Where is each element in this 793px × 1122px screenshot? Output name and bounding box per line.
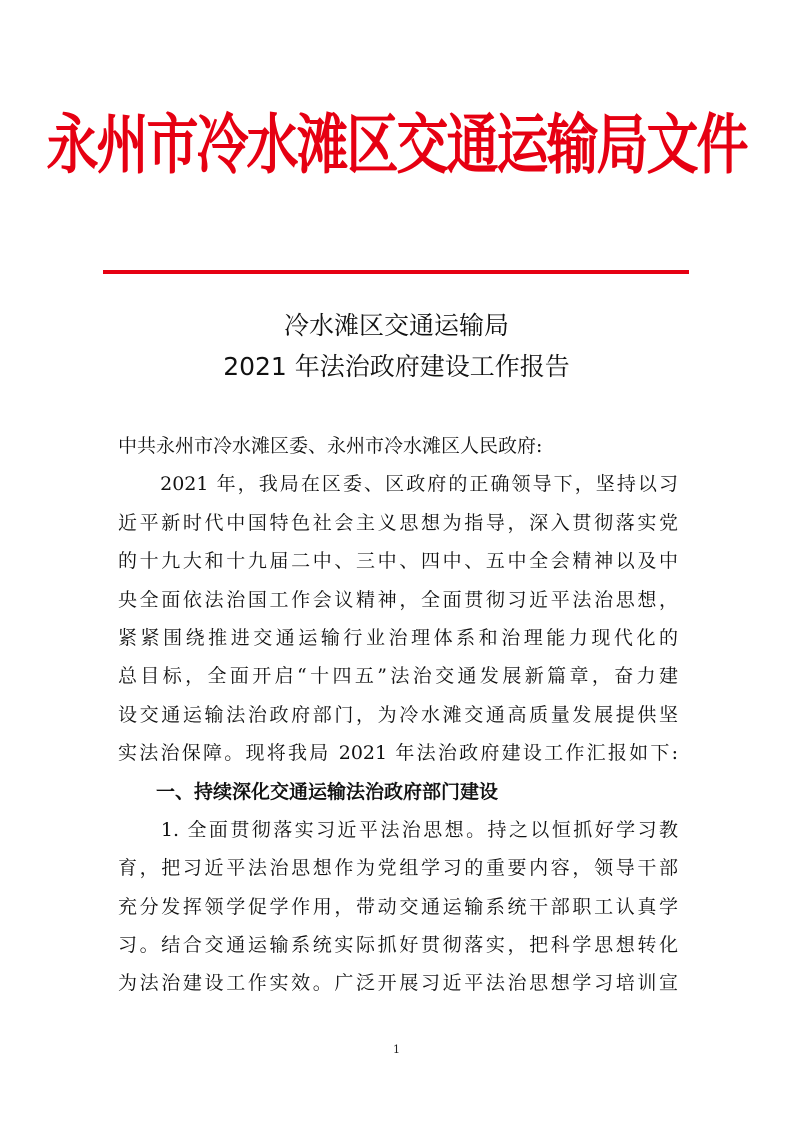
addressee-line: 中共永州市冷水滩区委、永州市冷水滩区人民政府: [118,435,543,457]
paragraph-line: 紧紧围绕推进交通运输行业治理体系和治理能力现代化的 [118,626,678,649]
document-title-line-1: 冷水滩区交通运输局 [283,311,509,340]
section-paragraph-line: 为法治建设工作实效。广泛开展习近平法治思想学习培训宣 [118,972,678,995]
document-body [118,427,678,1003]
red-divider-line [103,270,689,274]
document-title-line-2: 2021 年法治政府建设工作报告 [223,352,570,381]
paragraph-line: 实法治保障。现将我局 2021 年法治政府建设工作汇报如下: [118,742,678,765]
document-header-title: 永州市冷水滩区交通运输局文件 [46,108,747,184]
section-paragraph-line: 育，把习近平法治思想作为党组学习的重要内容，领导干部 [118,857,678,880]
paragraph-line: 总目标，全面开启“十四五”法治交通发展新篇章，奋力建 [118,665,678,688]
section-heading: 一、持续深化交通运输法治政府部门建设 [156,780,499,803]
paragraph-line: 设交通运输法治政府部门，为冷水滩交通高质量发展提供坚 [118,703,678,726]
section-paragraph-line: 习。结合交通运输系统实际抓好贯彻落实，把科学思想转化 [118,934,678,957]
section-paragraph-line: 1. 全面贯彻落实习近平法治思想。持之以恒抓好学习教 [118,818,678,841]
page-number: 1 [393,1043,400,1056]
paragraph-line: 的十九大和十九届二中、三中、四中、五中全会精神以及中 [118,550,678,573]
section-paragraph-line: 充分发挥领学促学作用，带动交通运输系统干部职工认真学 [118,895,678,918]
paragraph-line: 2021 年，我局在区委、区政府的正确领导下，坚持以习 [118,473,678,496]
paragraph-line: 近平新时代中国特色社会主义思想为指导，深入贯彻落实党 [118,511,678,534]
paragraph-line: 央全面依法治国工作会议精神，全面贯彻习近平法治思想， [118,588,678,611]
